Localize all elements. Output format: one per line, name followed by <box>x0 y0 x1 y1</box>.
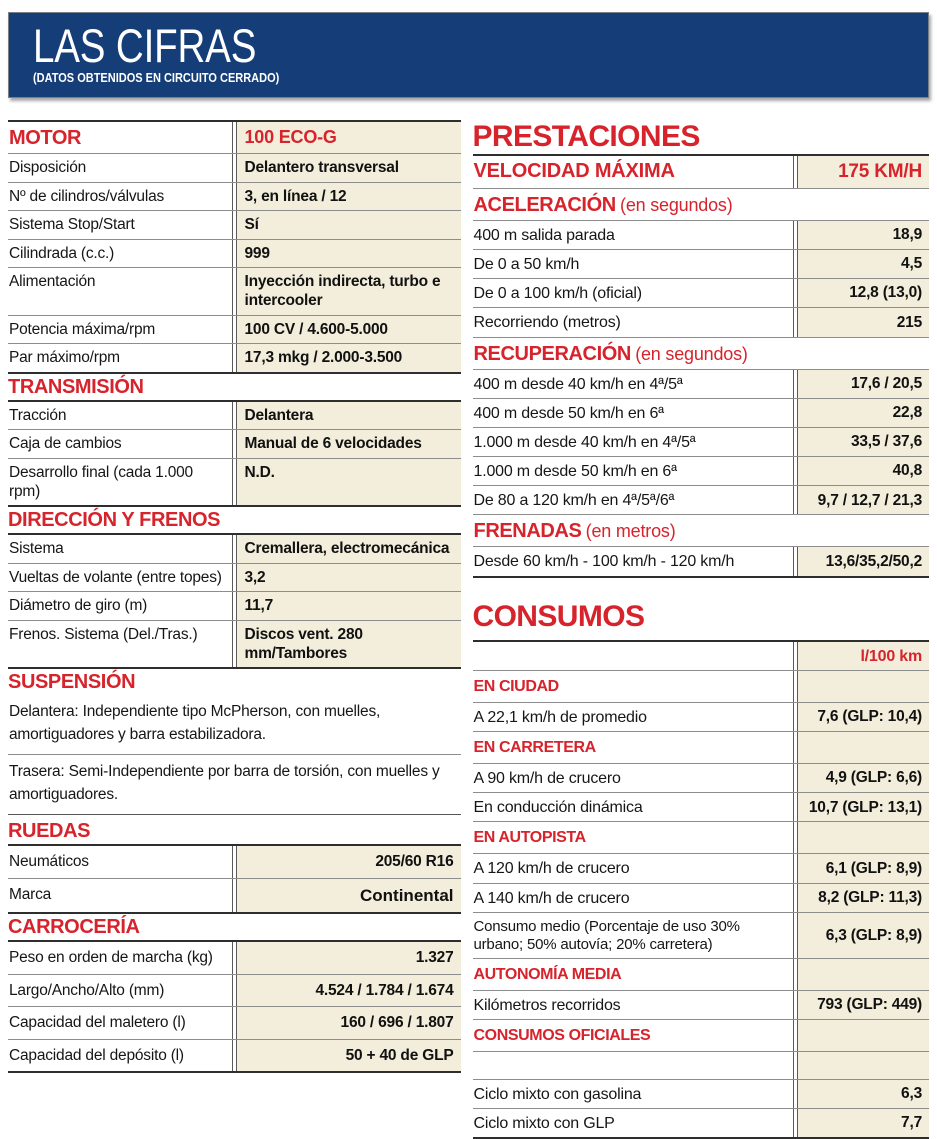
row-label: Kilómetros recorridos <box>473 991 795 1019</box>
row-label: Neumáticos <box>8 846 233 878</box>
table-row <box>473 428 930 457</box>
row-value <box>797 732 929 763</box>
row-value: Manual de 6 velocidades <box>236 430 461 458</box>
row-value <box>797 1052 929 1079</box>
table-row <box>473 250 930 279</box>
table-row <box>473 884 930 913</box>
table-row <box>473 1080 930 1109</box>
group-title-en-carretera: EN CARRETERA <box>473 732 795 763</box>
row-label: Tracción <box>8 402 233 430</box>
row-label: Ciclo mixto con gasolina <box>473 1080 795 1108</box>
unit-header: l/100 km <box>797 642 929 670</box>
row-label: 400 m salida parada <box>473 221 795 249</box>
table-row <box>8 430 461 459</box>
suspension-text <box>8 695 461 815</box>
table-row <box>8 975 461 1008</box>
row-label: De 0 a 50 km/h <box>473 250 795 278</box>
row-label: Sistema <box>8 535 233 563</box>
table-row <box>8 211 461 240</box>
row-label: 400 m desde 50 km/h en 6ª <box>473 399 795 427</box>
row-value: 13,6/35,2/50,2 <box>797 547 929 575</box>
row-label: Capacidad del depósito (l) <box>8 1040 233 1072</box>
table-row <box>8 402 461 431</box>
row-value: Cremallera, electromecánica <box>236 535 461 563</box>
row-value: 4,5 <box>797 250 929 278</box>
table-row <box>8 183 461 212</box>
row-label: Diámetro de giro (m) <box>8 592 233 620</box>
section-title-transmision: TRANSMISIÓN <box>8 375 144 398</box>
row-label <box>473 1052 795 1079</box>
table-row <box>473 764 930 793</box>
row-value: 4.524 / 1.784 / 1.674 <box>236 975 461 1007</box>
table-row <box>473 959 930 991</box>
row-value: 3, en línea / 12 <box>236 183 461 211</box>
table-row <box>8 1040 461 1072</box>
table-row <box>473 308 930 337</box>
row-label: Caja de cambios <box>8 430 233 458</box>
row-label: De 0 a 100 km/h (oficial) <box>473 279 795 307</box>
row-value: 40,8 <box>797 457 929 485</box>
prestaciones-table <box>473 154 930 578</box>
row-label: Capacidad del maletero (l) <box>8 1007 233 1039</box>
row-value <box>797 959 929 990</box>
row-label: Desarrollo final (cada 1.000 rpm) <box>8 459 233 505</box>
table-row <box>8 316 461 345</box>
row-label: Consumo medio (Porcentaje de uso 30% urbano; 50% autovía; 20% carretera) <box>473 913 795 958</box>
row-value: 50 + 40 de GLP <box>236 1040 461 1072</box>
group-title-en-autopista: EN AUTOPISTA <box>473 822 795 853</box>
row-label: Frenos. Sistema (Del./Tras.) <box>8 621 233 667</box>
row-value <box>797 671 929 702</box>
subsection-title-recuperacion: RECUPERACIÓN (en segundos) <box>473 338 930 370</box>
consumos-table <box>473 640 930 1139</box>
row-value: Inyección indirecta, turbo e intercooler <box>236 268 461 314</box>
content-columns <box>8 120 929 1139</box>
row-label: A 22,1 km/h de promedio <box>473 703 795 731</box>
row-value: 33,5 / 37,6 <box>797 428 929 456</box>
row-label: En conducción dinámica <box>473 793 795 821</box>
table-row <box>473 671 930 703</box>
top-speed-label: VELOCIDAD MÁXIMA <box>473 156 795 188</box>
row-label: A 140 km/h de crucero <box>473 884 795 912</box>
row-label: Ciclo mixto con GLP <box>473 1109 795 1137</box>
subsection-title-frenadas: FRENADAS (en metros) <box>473 515 930 547</box>
section-title-consumos: CONSUMOS <box>472 599 645 633</box>
row-label: Nº de cilindros/válvulas <box>8 183 233 211</box>
row-value: 6,3 (GLP: 8,9) <box>797 913 929 958</box>
transmision-table <box>8 400 461 507</box>
row-value: N.D. <box>236 459 461 505</box>
table-row <box>8 846 461 879</box>
table-row <box>8 564 461 593</box>
table-row <box>8 268 461 315</box>
direccion-frenos-table <box>8 533 461 669</box>
row-value: Sí <box>236 211 461 239</box>
top-speed-value: 175 KM/H <box>797 156 929 188</box>
row-value: Delantera <box>236 402 461 430</box>
row-value: 793 (GLP: 449) <box>797 991 929 1019</box>
engine-variant: 100 ECO-G <box>236 122 461 153</box>
table-row <box>473 732 930 764</box>
spacer-row <box>473 1052 930 1080</box>
row-value: 10,7 (GLP: 13,1) <box>797 793 929 821</box>
suspension-front-paragraph: Delantera: Independiente tipo McPherson, con muelles, amortiguadores y barra estabilizadora. <box>8 695 461 755</box>
row-label: Par máximo/rpm <box>8 344 233 372</box>
table-row <box>473 156 930 189</box>
table-row <box>8 535 461 564</box>
row-value: 17,6 / 20,5 <box>797 370 929 398</box>
row-label: Potencia máxima/rpm <box>8 316 233 344</box>
row-label: Alimentación <box>8 268 233 314</box>
table-row <box>8 879 461 912</box>
table-row <box>8 240 461 269</box>
row-value: 8,2 (GLP: 11,3) <box>797 884 929 912</box>
row-value: Delantero transversal <box>236 154 461 182</box>
row-label: Sistema Stop/Start <box>8 211 233 239</box>
table-row <box>473 913 930 959</box>
row-value: 9,7 / 12,7 / 21,3 <box>797 486 929 514</box>
row-label: Marca <box>8 879 233 912</box>
section-title-prestaciones: PRESTACIONES <box>472 120 700 153</box>
section-title-direccion-frenos: DIRECCIÓN Y FRENOS <box>8 509 221 532</box>
group-title-en-ciudad: EN CIUDAD <box>473 671 795 702</box>
page-subtitle: (DATOS OBTENIDOS EN CIRCUITO CERRADO) <box>33 71 280 85</box>
row-value: 11,7 <box>236 592 461 620</box>
row-value: 18,9 <box>797 221 929 249</box>
row-label: Cilindrada (c.c.) <box>8 240 233 268</box>
motor-table <box>8 120 461 374</box>
row-value: 12,8 (13,0) <box>797 279 929 307</box>
table-row <box>473 793 930 822</box>
section-title-ruedas: RUEDAS <box>8 819 91 842</box>
row-label: 1.000 m desde 50 km/h en 6ª <box>473 457 795 485</box>
table-row <box>473 486 930 515</box>
table-row <box>8 621 461 667</box>
table-row <box>8 154 461 183</box>
table-row <box>473 1109 930 1137</box>
row-value: Discos vent. 280 mm/Tambores <box>236 621 461 667</box>
table-row <box>473 399 930 428</box>
ruedas-table <box>8 844 461 914</box>
row-value: 17,3 mkg / 2.000-3.500 <box>236 344 461 372</box>
row-label: Desde 60 km/h - 100 km/h - 120 km/h <box>473 547 795 575</box>
group-title-autonomia-media: AUTONOMÍA MEDIA <box>473 959 795 990</box>
row-label: Recorriendo (metros) <box>473 308 795 336</box>
row-label: A 120 km/h de crucero <box>473 854 795 882</box>
row-value: 1.327 <box>236 942 461 974</box>
suspension-rear-paragraph: Trasera: Semi-Independiente por barra de torsión, con muelles y amortiguadores. <box>9 763 440 803</box>
table-row <box>473 703 930 732</box>
row-label <box>473 642 795 670</box>
table-row <box>473 547 930 575</box>
table-row <box>8 122 461 154</box>
subsection-title-aceleracion: ACELERACIÓN (en segundos) <box>473 189 930 221</box>
row-label: A 90 km/h de crucero <box>473 764 795 792</box>
section-title-motor: MOTOR <box>8 122 233 153</box>
table-row <box>473 370 930 399</box>
table-row <box>473 991 930 1020</box>
table-row <box>473 221 930 250</box>
row-value: 205/60 R16 <box>236 846 461 878</box>
row-label: Vueltas de volante (entre topes) <box>8 564 233 592</box>
table-row <box>473 279 930 308</box>
carroceria-table <box>8 940 461 1073</box>
row-label: Largo/Ancho/Alto (mm) <box>8 975 233 1007</box>
row-value: 100 CV / 4.600-5.000 <box>236 316 461 344</box>
row-value <box>797 822 929 853</box>
section-title-carroceria: CARROCERÍA <box>8 915 140 938</box>
row-label: Disposición <box>8 154 233 182</box>
table-row <box>473 457 930 486</box>
table-row <box>8 1007 461 1040</box>
tyre-brand-value: Continental <box>236 879 461 912</box>
row-value: 160 / 696 / 1.807 <box>236 1007 461 1039</box>
table-row <box>8 592 461 621</box>
table-row <box>473 822 930 854</box>
row-label: Peso en orden de marcha (kg) <box>8 942 233 974</box>
left-column <box>8 120 461 1139</box>
row-value <box>797 1020 929 1051</box>
row-label: De 80 a 120 km/h en 4ª/5ª/6ª <box>473 486 795 514</box>
row-value: 4,9 (GLP: 6,6) <box>797 764 929 792</box>
group-title-consumos-oficiales: CONSUMOS OFICIALES <box>473 1020 795 1051</box>
table-row <box>8 344 461 372</box>
row-value: 6,1 (GLP: 8,9) <box>797 854 929 882</box>
row-value: 3,2 <box>236 564 461 592</box>
right-column <box>473 120 930 1139</box>
page-title: LAS CIFRAS <box>33 19 257 72</box>
row-label: 1.000 m desde 40 km/h en 4ª/5ª <box>473 428 795 456</box>
row-value: 7,7 <box>797 1109 929 1137</box>
row-value: 22,8 <box>797 399 929 427</box>
table-row <box>473 642 930 671</box>
header-banner <box>8 12 929 98</box>
row-value: 999 <box>236 240 461 268</box>
section-title-suspension: SUSPENSIÓN <box>8 671 136 694</box>
row-value: 215 <box>797 308 929 336</box>
row-value: 6,3 <box>797 1080 929 1108</box>
table-row <box>8 459 461 505</box>
row-value: 7,6 (GLP: 10,4) <box>797 703 929 731</box>
table-row <box>473 854 930 883</box>
table-row <box>473 1020 930 1052</box>
row-label: 400 m desde 40 km/h en 4ª/5ª <box>473 370 795 398</box>
table-row <box>8 942 461 975</box>
